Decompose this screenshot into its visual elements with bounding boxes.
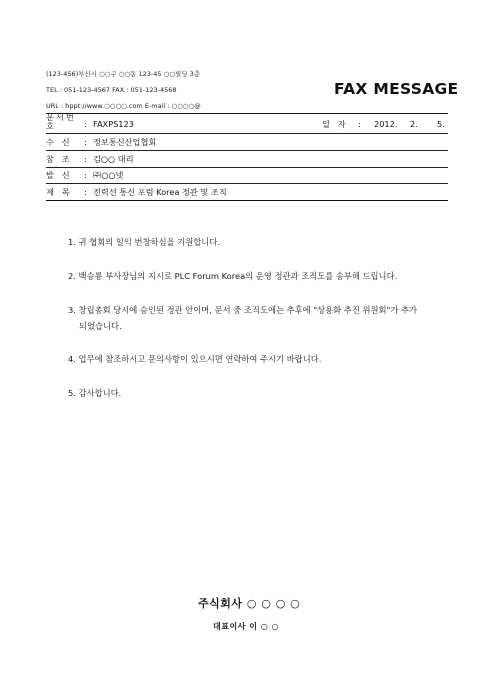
date-label: 일 자 bbox=[322, 119, 346, 129]
header-bottom-rule bbox=[46, 200, 448, 201]
subject-label: 제 목 bbox=[46, 187, 70, 197]
sender-tel-fax: TEL : 051-123-4567 FAX : 051-123-4568 bbox=[46, 86, 177, 94]
subject-colon: : bbox=[84, 187, 87, 197]
row-rule-1 bbox=[46, 133, 448, 134]
recipient-colon: : bbox=[84, 137, 87, 147]
doc-number-colon: : bbox=[84, 119, 87, 129]
header-top-rule bbox=[46, 113, 448, 114]
date-colon: : bbox=[358, 119, 361, 129]
ceo-name: 대표이사 이 ○ ○ bbox=[213, 622, 279, 631]
row-rule-3 bbox=[46, 167, 448, 168]
body-item-2: 2. 백승룡 부사장님의 지시로 PLC Forum Korea의 운영 정관과 조직도를 송부해 드립니다. bbox=[68, 271, 398, 281]
reference-value: 김○○ 대리 bbox=[93, 154, 134, 164]
date-year: 2012. bbox=[374, 119, 398, 129]
sender-address: (123-456)부산시 ○○구 ○○동 123-45 ○○빌딩 3층 bbox=[46, 70, 200, 78]
sender-label: 발 신 bbox=[46, 170, 70, 180]
body-item-3-line-2: 되었습니다. bbox=[79, 321, 122, 331]
doc-number-label: 문서번호 bbox=[46, 112, 76, 131]
row-rule-4 bbox=[46, 183, 448, 184]
company-name: 주식회사 ○ ○ ○ ○ bbox=[198, 597, 301, 610]
reference-label: 참 조 bbox=[46, 154, 70, 164]
sender-url-email: URL : hppt://www.○○○○.com E-mail : ○○○○@ bbox=[46, 102, 201, 110]
sender-colon: : bbox=[84, 170, 87, 180]
date-day: 5. bbox=[437, 119, 445, 129]
body-item-4: 4. 업무에 참조하시고 문의사항이 있으시면 연락하여 주시기 바랍니다. bbox=[68, 354, 322, 364]
body-item-5: 5. 감사합니다. bbox=[68, 388, 122, 398]
recipient-label: 수 신 bbox=[46, 137, 70, 147]
row-rule-2 bbox=[46, 150, 448, 151]
body-item-3-line-1: 3. 창립총회 당시에 승인된 정관 안이며, 문서 중 조직도에는 추후에 "상용화 추진 위원회"가 추가 bbox=[68, 305, 418, 315]
reference-colon: : bbox=[84, 154, 87, 164]
doc-number-value: FAXPS123 bbox=[93, 119, 134, 129]
date-month: 2. bbox=[410, 119, 418, 129]
sender-value: ㈜○○넷 bbox=[93, 170, 124, 180]
fax-message-title: FAX MESSAGE bbox=[334, 80, 459, 98]
body-item-1: 1. 귀 협회의 일익 번창하심을 기원합니다. bbox=[68, 237, 220, 247]
recipient-value: 정보통신산업협회 bbox=[93, 137, 157, 147]
subject-value: 전력선 통신 포럼 Korea 정관 및 조직 bbox=[93, 187, 227, 197]
